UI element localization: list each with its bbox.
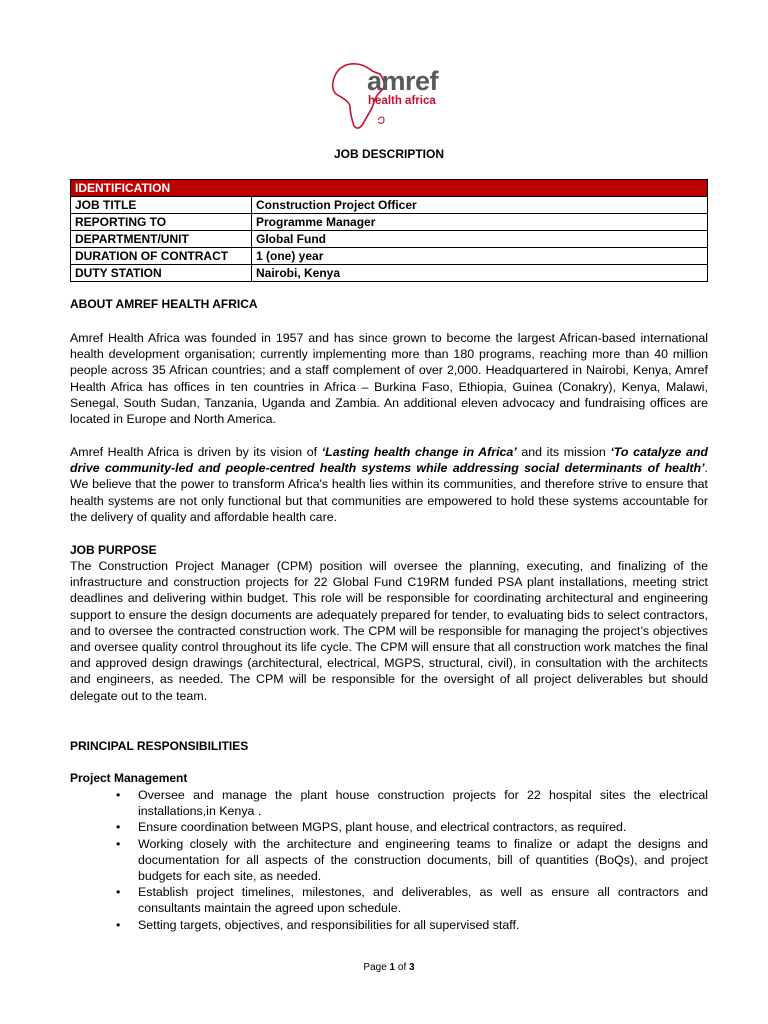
amref-logo — [330, 62, 450, 134]
para2-text-c: . We believe that the power to transform Africa's health lies within its communities, and therefore strive to ensure that health systems are not only functional but that communities are empowered to hold these systems accountable for the delivery of quality and affordable health care. — [70, 461, 708, 524]
row-value: Programme Manager — [252, 214, 708, 231]
page-footer — [70, 962, 708, 973]
identification-header: IDENTIFICATION — [71, 180, 708, 197]
table-row — [71, 197, 708, 214]
of-word: of — [397, 962, 407, 973]
identification-header-row — [71, 180, 708, 197]
page-number: 1 — [389, 962, 396, 973]
page-total: 3 — [409, 962, 415, 973]
list-item — [70, 787, 708, 819]
list-item — [70, 819, 708, 835]
page-word: Page — [363, 962, 387, 973]
para2-text-a: Amref Health Africa is driven by its vision of — [70, 445, 322, 459]
row-value: Construction Project Officer — [252, 197, 708, 214]
logo-tagline: health africa — [368, 95, 436, 107]
project-management-subheading: Project Management — [70, 771, 188, 785]
table-row — [71, 214, 708, 231]
mission-statement: ‘To catalyze and drive community-led and people-centred health systems while addressing social determinants of health’ — [70, 445, 708, 476]
table-row — [71, 231, 708, 248]
list-item — [70, 884, 708, 916]
responsibilities-heading: PRINCIPAL RESPONSIBILITIES — [70, 739, 249, 753]
list-item-text: Setting targets, objectives, and responsibilities for all supervised staff. — [138, 917, 520, 932]
about-heading: ABOUT AMREF HEALTH AFRICA — [70, 297, 258, 311]
about-paragraph-1: Amref Health Africa was founded in 1957 and has since grown to become the largest African-based international health development organisation; currently implementing more than 180 programs, reaching more than 40 million people across 35 African countries; and a staff complement of over 2,000. Headquartered in Nairobi, Kenya, Amref Health Africa has offices in ten countries in Africa – Burkina Faso, Ethiopia, Guinea (Conakry), Kenya, Malawi, Senegal, South Sudan, Tanzania, Uganda and Zambia. An additional eleven advocacy and fundraising offices are located in Europe and North America. — [70, 331, 708, 427]
list-item-text: Oversee and manage the plant house construction projects for 22 hospital sites the electrical installations,in Kenya . — [138, 788, 708, 819]
row-label: REPORTING TO — [71, 214, 252, 231]
list-item-text: Ensure coordination between MGPS, plant house, and electrical contractors, as required. — [138, 820, 627, 835]
row-label: DUTY STATION — [71, 265, 252, 282]
list-item-text: Working closely with the architecture and engineering teams to finalize or adapt the designs and documentation for all aspects of the construction documents, bill of quantities (BoQs), and project budgets for each site, as needed. — [138, 836, 708, 884]
table-row — [71, 248, 708, 265]
para2-text-b: and its mission — [516, 445, 611, 459]
bullet-icon: • — [116, 820, 121, 835]
responsibilities-list — [70, 787, 708, 933]
row-label: DEPARTMENT/UNIT — [71, 231, 252, 248]
list-item-text: Establish project timelines, milestones, and deliverables, as well as ensure all contractors and consultants maintain the agreed upon schedule. — [138, 885, 708, 916]
row-value: 1 (one) year — [252, 248, 708, 265]
about-paragraph-2 — [70, 444, 708, 525]
job-purpose-text: The Construction Project Manager (CPM) position will oversee the planning, executing, and finalizing of the infrastructure and construction projects for 22 Global Fund C19RM funded PSA plant installations, meeting strict deadlines and delivering within budget. This role will be responsible for coordinating architectural and engineering support to ensure the design documents are adequately prepared for tender, to evaluating bids to select contractors, and to oversee the contracted construction work. The CPM will be responsible for managing the project’s objectives and oversee quality control throughout its life cycle. The CPM will ensure that all construction work matches the final and approved design drawings (architectural, electrical, MGPS, structural, civil), in consultation with the architects and engineers, as needed. The CPM will be responsible for the oversight of all project deliverables but should delegate out to the team. — [70, 559, 708, 703]
job-purpose-heading: JOB PURPOSE — [70, 543, 157, 557]
bullet-icon: • — [116, 885, 121, 900]
vision-statement: ‘Lasting health change in Africa’ — [321, 445, 517, 459]
row-label: DURATION OF CONTRACT — [71, 248, 252, 265]
document-title: JOB DESCRIPTION — [333, 147, 444, 161]
row-value: Global Fund — [252, 231, 708, 248]
logo-wordmark: amref — [367, 66, 439, 96]
bullet-icon: • — [116, 836, 121, 851]
row-value: Nairobi, Kenya — [252, 265, 708, 282]
identification-table — [70, 179, 708, 282]
bullet-icon: • — [116, 917, 121, 932]
table-row — [71, 265, 708, 282]
list-item — [70, 836, 708, 885]
row-label: JOB TITLE — [71, 197, 252, 214]
bullet-icon: • — [116, 788, 121, 802]
list-item — [70, 917, 708, 933]
